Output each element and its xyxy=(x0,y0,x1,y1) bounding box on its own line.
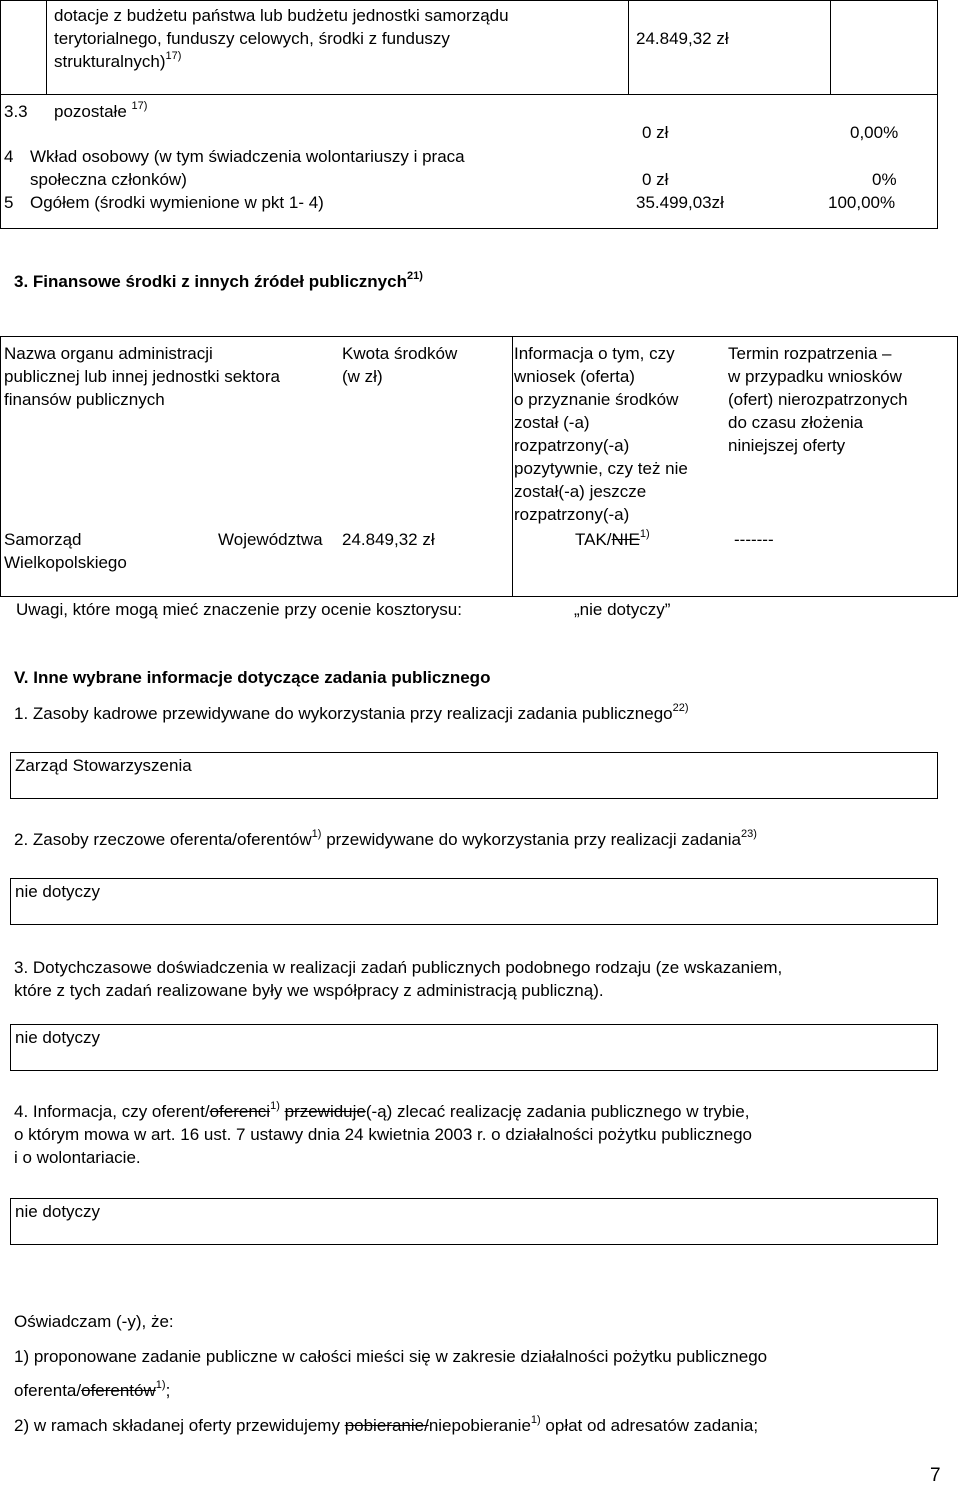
q3-label: 3. Dotychczasowe doświadczenia w realizacji zadań publicznych podobnego rodzaju (ze wskazaniem, które z tych zadań realizowane były we współpracy z administracją publiczną). xyxy=(14,958,783,1000)
a4-box xyxy=(10,1198,938,1245)
section3-title: 3. Finansowe środki z innych źródeł publicznych$^{21)}$ xyxy=(14,270,423,291)
row-status: TAK/NIE$^{1)}$ xyxy=(575,528,650,549)
header-informacja: Informacja o tym, czy wniosek (oferta) o przyznanie środków został (-a) rozpatrzony(-a) pozytywnie, czy też nie został(-a) jeszcze rozpatrzony(-a) xyxy=(514,344,688,524)
declaration-title: Oświadczam (-y), że: xyxy=(14,1312,174,1331)
row-organ-1: Samorząd xyxy=(4,530,82,549)
ogolem-num: 5 xyxy=(4,193,14,212)
section5-title: V. Inne wybrane informacje dotyczące zadania publicznego xyxy=(14,668,491,687)
header-organ: Nazwa organu administracji publicznej lub innej jednostki sektora finansów publicznych xyxy=(4,344,280,409)
header-kwota: Kwota środków (w zł) xyxy=(342,344,458,386)
pozostale-label: pozostałe $^{17)}$ xyxy=(54,100,148,121)
a1-box xyxy=(10,752,938,799)
q2-label: 2. Zasoby rzeczowe oferenta/oferentów$^{1)}$ przewidywane do wykorzystania przy realizacji zadania$^{23)}$ xyxy=(14,828,757,849)
page-number: 7 xyxy=(930,1465,941,1486)
q4-label: 4. Informacja, czy oferent/oferenci$^{1)}$ przewiduje(-ą) zlecać realizację zadania publicznego w trybie, o którym mowa w art. 16 ust. 7 ustawy dnia 24 kwietnia 2003 r. o działalności pożytku publicznego i o wolontariacie. xyxy=(14,1100,752,1167)
pozostale-percent: 0,00% xyxy=(850,123,899,142)
row-organ-3: Wielkopolskiego xyxy=(4,553,127,572)
ogolem-percent: 100,00% xyxy=(828,193,896,212)
row-amount: 24.849,32 zł xyxy=(342,530,435,549)
a3-box xyxy=(10,1024,938,1071)
declaration-2: 2) w ramach składanej oferty przewidujemy pobieranie/niepobieranie$^{1)}$ opłat od adresatów zadania; xyxy=(14,1414,759,1435)
row-termin: ------- xyxy=(734,530,774,549)
q1-label: 1. Zasoby kadrowe przewidywane do wykorzystania przy realizacji zadania publicznego$^{22)}$ xyxy=(14,702,689,723)
a1-text: Zarząd Stowarzyszenia xyxy=(15,756,192,775)
uwagi-label: Uwagi, które mogą mieć znaczenie przy ocenie kosztorysu: xyxy=(16,600,462,619)
declaration-1-line1: 1) proponowane zadanie publiczne w całości mieści się w zakresie działalności pożytku publicznego xyxy=(14,1347,768,1366)
uwagi-value: „nie dotyczy” xyxy=(574,600,671,619)
a4-text: nie dotyczy xyxy=(15,1202,101,1221)
wklad-amount: 0 zł xyxy=(642,170,669,189)
pozostale-amount: 0 zł xyxy=(642,123,669,142)
declaration-1-line2: oferenta/oferentów$^{1)}$; xyxy=(14,1379,171,1400)
header-termin: Termin rozpatrzenia – w przypadku wniosków (ofert) nierozpatrzonych do czasu złożenia niniejszej oferty xyxy=(728,344,908,455)
ogolem-label: Ogółem (środki wymienione w pkt 1- 4) xyxy=(30,193,324,212)
wklad-percent: 0% xyxy=(872,170,897,189)
a2-box xyxy=(10,878,938,925)
wklad-label: Wkład osobowy (w tym świadczenia wolontariuszy i praca społeczna członków) xyxy=(30,147,465,189)
a3-text: nie dotyczy xyxy=(15,1028,101,1047)
ogolem-amount: 35.499,03zł xyxy=(636,193,724,212)
dotacje-amount: 24.849,32 zł xyxy=(636,29,729,48)
pozostale-num: 3.3 xyxy=(4,102,28,121)
wklad-num: 4 xyxy=(4,147,14,166)
dotacje-label: dotacje z budżetu państwa lub budżetu jednostki samorządu terytorialnego, funduszy celowych, środki z funduszy strukturalnych)$^{17)}$ xyxy=(54,6,509,71)
a2-text: nie dotyczy xyxy=(15,882,101,901)
row-organ-2: Województwa xyxy=(218,530,323,549)
